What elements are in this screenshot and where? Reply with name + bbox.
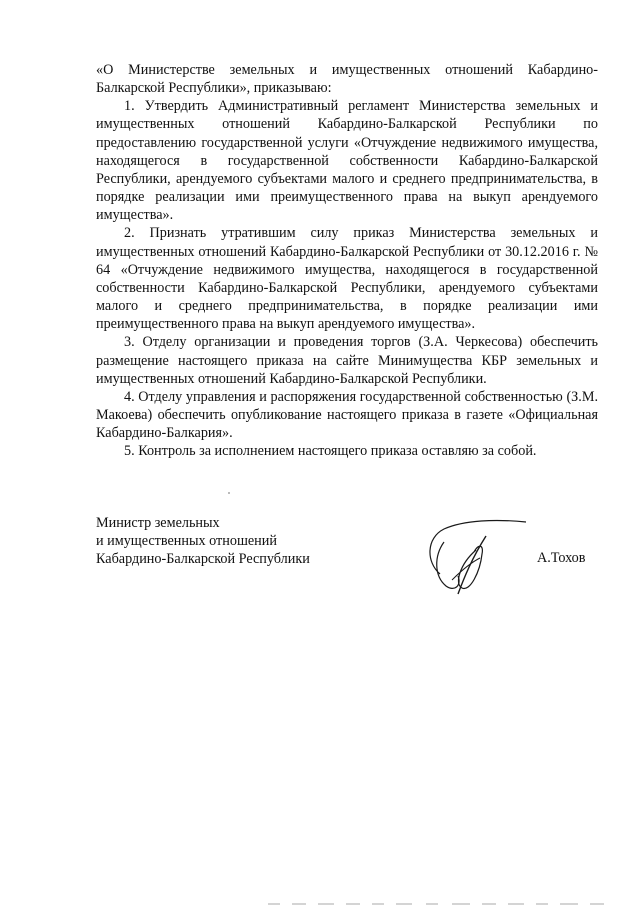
item-2: 2. Признать утратившим силу приказ Министерства земельных и имущественных отношений Кабардино-Балкарской Республики от 30.12.2016 г. № 64 «Отчуждение недвижимого имущества, находящегося в государственной собственности Кабардино-Балкарской Республики, арендуемого субъектами малого и среднего предпринимательства, в порядке реализации ими преимущественного права на выкуп арендуемого имущества».: [96, 225, 598, 333]
scan-speck: [228, 492, 230, 494]
intro-paragraph: «О Министерстве земельных и имущественных отношений Кабардино-Балкарской Республики», приказываю:: [96, 62, 598, 97]
item-1: 1. Утвердить Административный регламент Министерства земельных и имущественных отношений Кабардино-Балкарской Республики по предоставлению государственной услуги «Отчуждение недвижимого имущества, находящегося в государственной собственности Кабардино-Балкарской Республики, арендуемого субъектами малого и среднего предпринимательства, в порядке реализации ими преимущественного права на выкуп арендуемого имущества».: [96, 98, 598, 224]
signer-name: А.Тохов: [537, 550, 586, 566]
signatory-title-line-2: и имущественных отношений: [96, 533, 277, 550]
item-4: 4. Отделу управления и распоряжения государственной собственностью (З.М. Макоева) обеспечить опубликование настоящего приказа в газете «Официальная Кабардино-Балкария».: [96, 388, 598, 442]
signatory-title: [96, 514, 310, 569]
order-body: [96, 61, 598, 460]
item-5: 5. Контроль за исполнением настоящего приказа оставляю за собой.: [124, 443, 537, 460]
item-3: 3. Отделу организации и проведения торгов (З.А. Черкесова) обеспечить размещение настоящего приказа на сайте Минимущества КБР земельных и имущественных отношений Кабардино-Балкарской Республики.: [96, 334, 598, 387]
scan-artifacts: [0, 880, 640, 907]
handwritten-signature: [418, 514, 538, 600]
signatory-title-line-1: Министр земельных: [96, 515, 220, 531]
signatory-title-line-3: Кабардино-Балкарской Республики: [96, 551, 310, 568]
